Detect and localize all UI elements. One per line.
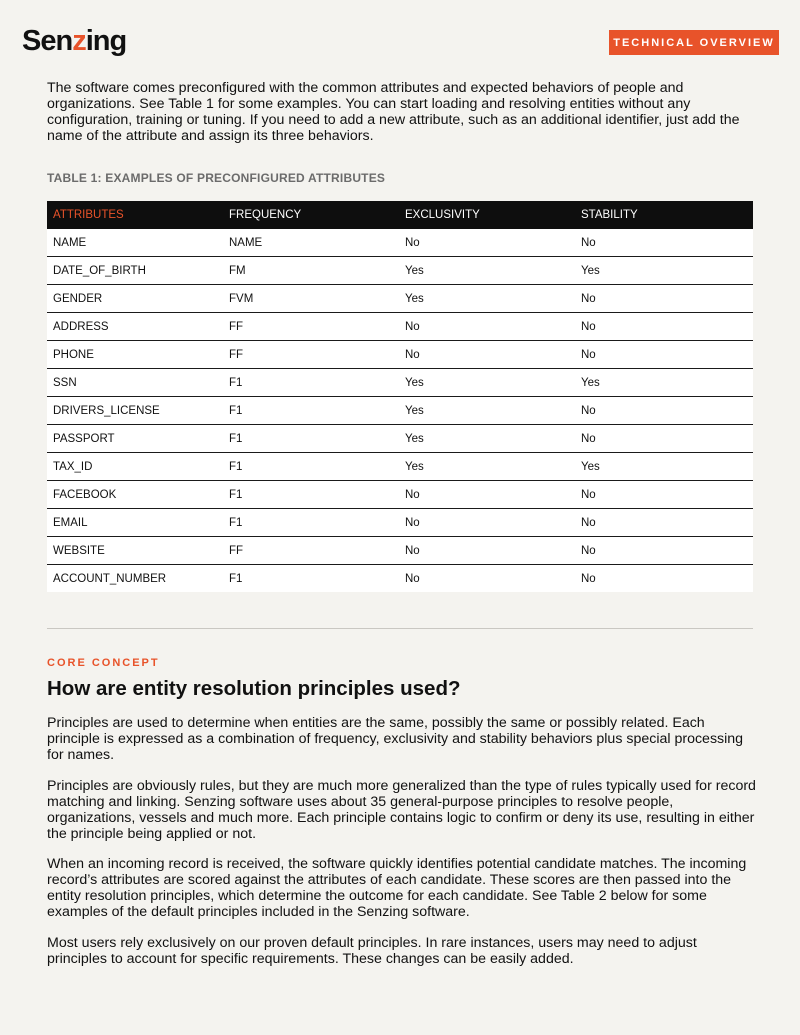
cell-exclusivity: Yes xyxy=(399,397,575,425)
table-row xyxy=(47,509,753,537)
cell-stability: Yes xyxy=(575,257,753,285)
cell-attribute: WEBSITE xyxy=(47,537,223,565)
section-divider xyxy=(47,628,753,629)
table-row xyxy=(47,369,753,397)
cell-attribute: ADDRESS xyxy=(47,313,223,341)
cell-exclusivity: No xyxy=(399,341,575,369)
table-row xyxy=(47,229,753,257)
cell-exclusivity: No xyxy=(399,481,575,509)
cell-attribute: DATE_OF_BIRTH xyxy=(47,257,223,285)
cell-frequency: F1 xyxy=(223,453,399,481)
cell-frequency: FF xyxy=(223,313,399,341)
cell-frequency: NAME xyxy=(223,229,399,257)
cell-exclusivity: No xyxy=(399,313,575,341)
cell-frequency: FF xyxy=(223,537,399,565)
table-row xyxy=(47,341,753,369)
column-header-frequency: FREQUENCY xyxy=(223,201,399,229)
cell-stability: No xyxy=(575,481,753,509)
cell-stability: Yes xyxy=(575,369,753,397)
attributes-table xyxy=(47,201,753,592)
cell-exclusivity: Yes xyxy=(399,453,575,481)
cell-stability: No xyxy=(575,565,753,593)
body-paragraph: Most users rely exclusively on our proven default principles. In rare instances, users may need to adjust principles to account for specific requirements. These changes can be easily added. xyxy=(47,935,697,967)
cell-attribute: PASSPORT xyxy=(47,425,223,453)
body-paragraph: When an incoming record is received, the software quickly identifies potential candidate matches. The incoming record’s attributes are scored against the attributes of each candidate. These scores are then passed into the entity resolution principles, which determine the outcome for each candidate. See Table 2 below for some examples of the default principles included in the Senzing software. xyxy=(47,856,747,920)
cell-frequency: F1 xyxy=(223,565,399,593)
cell-attribute: EMAIL xyxy=(47,509,223,537)
cell-exclusivity: No xyxy=(399,537,575,565)
cell-frequency: F1 xyxy=(223,425,399,453)
cell-stability: No xyxy=(575,509,753,537)
cell-frequency: F1 xyxy=(223,369,399,397)
cell-stability: No xyxy=(575,341,753,369)
intro-paragraph: The software comes preconfigured with the common attributes and expected behaviors of people and organizations. See Table 1 for some examples. You can start loading and resolving entities without any configuration, training or tuning. If you need to add a new attribute, such as an additional identifier, just add the name of the attribute and assign its three behaviors. xyxy=(47,80,740,144)
cell-attribute: NAME xyxy=(47,229,223,257)
senzing-logo: Senzing xyxy=(22,25,127,57)
cell-exclusivity: Yes xyxy=(399,257,575,285)
cell-stability: No xyxy=(575,537,753,565)
cell-stability: No xyxy=(575,425,753,453)
cell-exclusivity: No xyxy=(399,509,575,537)
table-caption: TABLE 1: EXAMPLES OF PRECONFIGURED ATTRIBUTES xyxy=(47,171,386,185)
cell-frequency: F1 xyxy=(223,509,399,537)
column-header-stability: STABILITY xyxy=(575,201,753,229)
table-row xyxy=(47,397,753,425)
technical-overview-badge: TECHNICAL OVERVIEW xyxy=(609,30,779,55)
section-kicker: CORE CONCEPT xyxy=(47,657,160,669)
table-row xyxy=(47,565,753,593)
table-header-row xyxy=(47,201,753,229)
body-paragraph: Principles are obviously rules, but they are much more generalized than the type of rules typically used for record matching and linking. Senzing software uses about 35 general-purpose principles to resolve people, organizations, vessels and much more. Each principle contains logic to confirm or deny its use, resulting in either the principle being applied or not. xyxy=(47,778,756,842)
cell-stability: No xyxy=(575,229,753,257)
cell-frequency: FVM xyxy=(223,285,399,313)
table-row xyxy=(47,425,753,453)
cell-frequency: FF xyxy=(223,341,399,369)
cell-attribute: TAX_ID xyxy=(47,453,223,481)
table-row xyxy=(47,285,753,313)
cell-attribute: GENDER xyxy=(47,285,223,313)
cell-stability: No xyxy=(575,397,753,425)
table-row xyxy=(47,453,753,481)
section-heading: How are entity resolution principles used? xyxy=(47,677,461,700)
table-row xyxy=(47,257,753,285)
cell-stability: Yes xyxy=(575,453,753,481)
table-row xyxy=(47,481,753,509)
cell-attribute: DRIVERS_LICENSE xyxy=(47,397,223,425)
column-header-exclusivity: EXCLUSIVITY xyxy=(399,201,575,229)
cell-exclusivity: Yes xyxy=(399,285,575,313)
cell-stability: No xyxy=(575,313,753,341)
table-row xyxy=(47,313,753,341)
cell-stability: No xyxy=(575,285,753,313)
cell-exclusivity: Yes xyxy=(399,369,575,397)
cell-attribute: PHONE xyxy=(47,341,223,369)
cell-attribute: FACEBOOK xyxy=(47,481,223,509)
cell-attribute: ACCOUNT_NUMBER xyxy=(47,565,223,593)
cell-attribute: SSN xyxy=(47,369,223,397)
body-paragraph: Principles are used to determine when entities are the same, possibly the same or possibly related. Each principle is expressed as a combination of frequency, exclusivity and stability behaviors plus special processing for names. xyxy=(47,715,744,763)
cell-frequency: FM xyxy=(223,257,399,285)
cell-frequency: F1 xyxy=(223,397,399,425)
cell-exclusivity: Yes xyxy=(399,425,575,453)
column-header-attributes: ATTRIBUTES xyxy=(47,201,223,229)
cell-exclusivity: No xyxy=(399,565,575,593)
cell-frequency: F1 xyxy=(223,481,399,509)
table-row xyxy=(47,537,753,565)
cell-exclusivity: No xyxy=(399,229,575,257)
